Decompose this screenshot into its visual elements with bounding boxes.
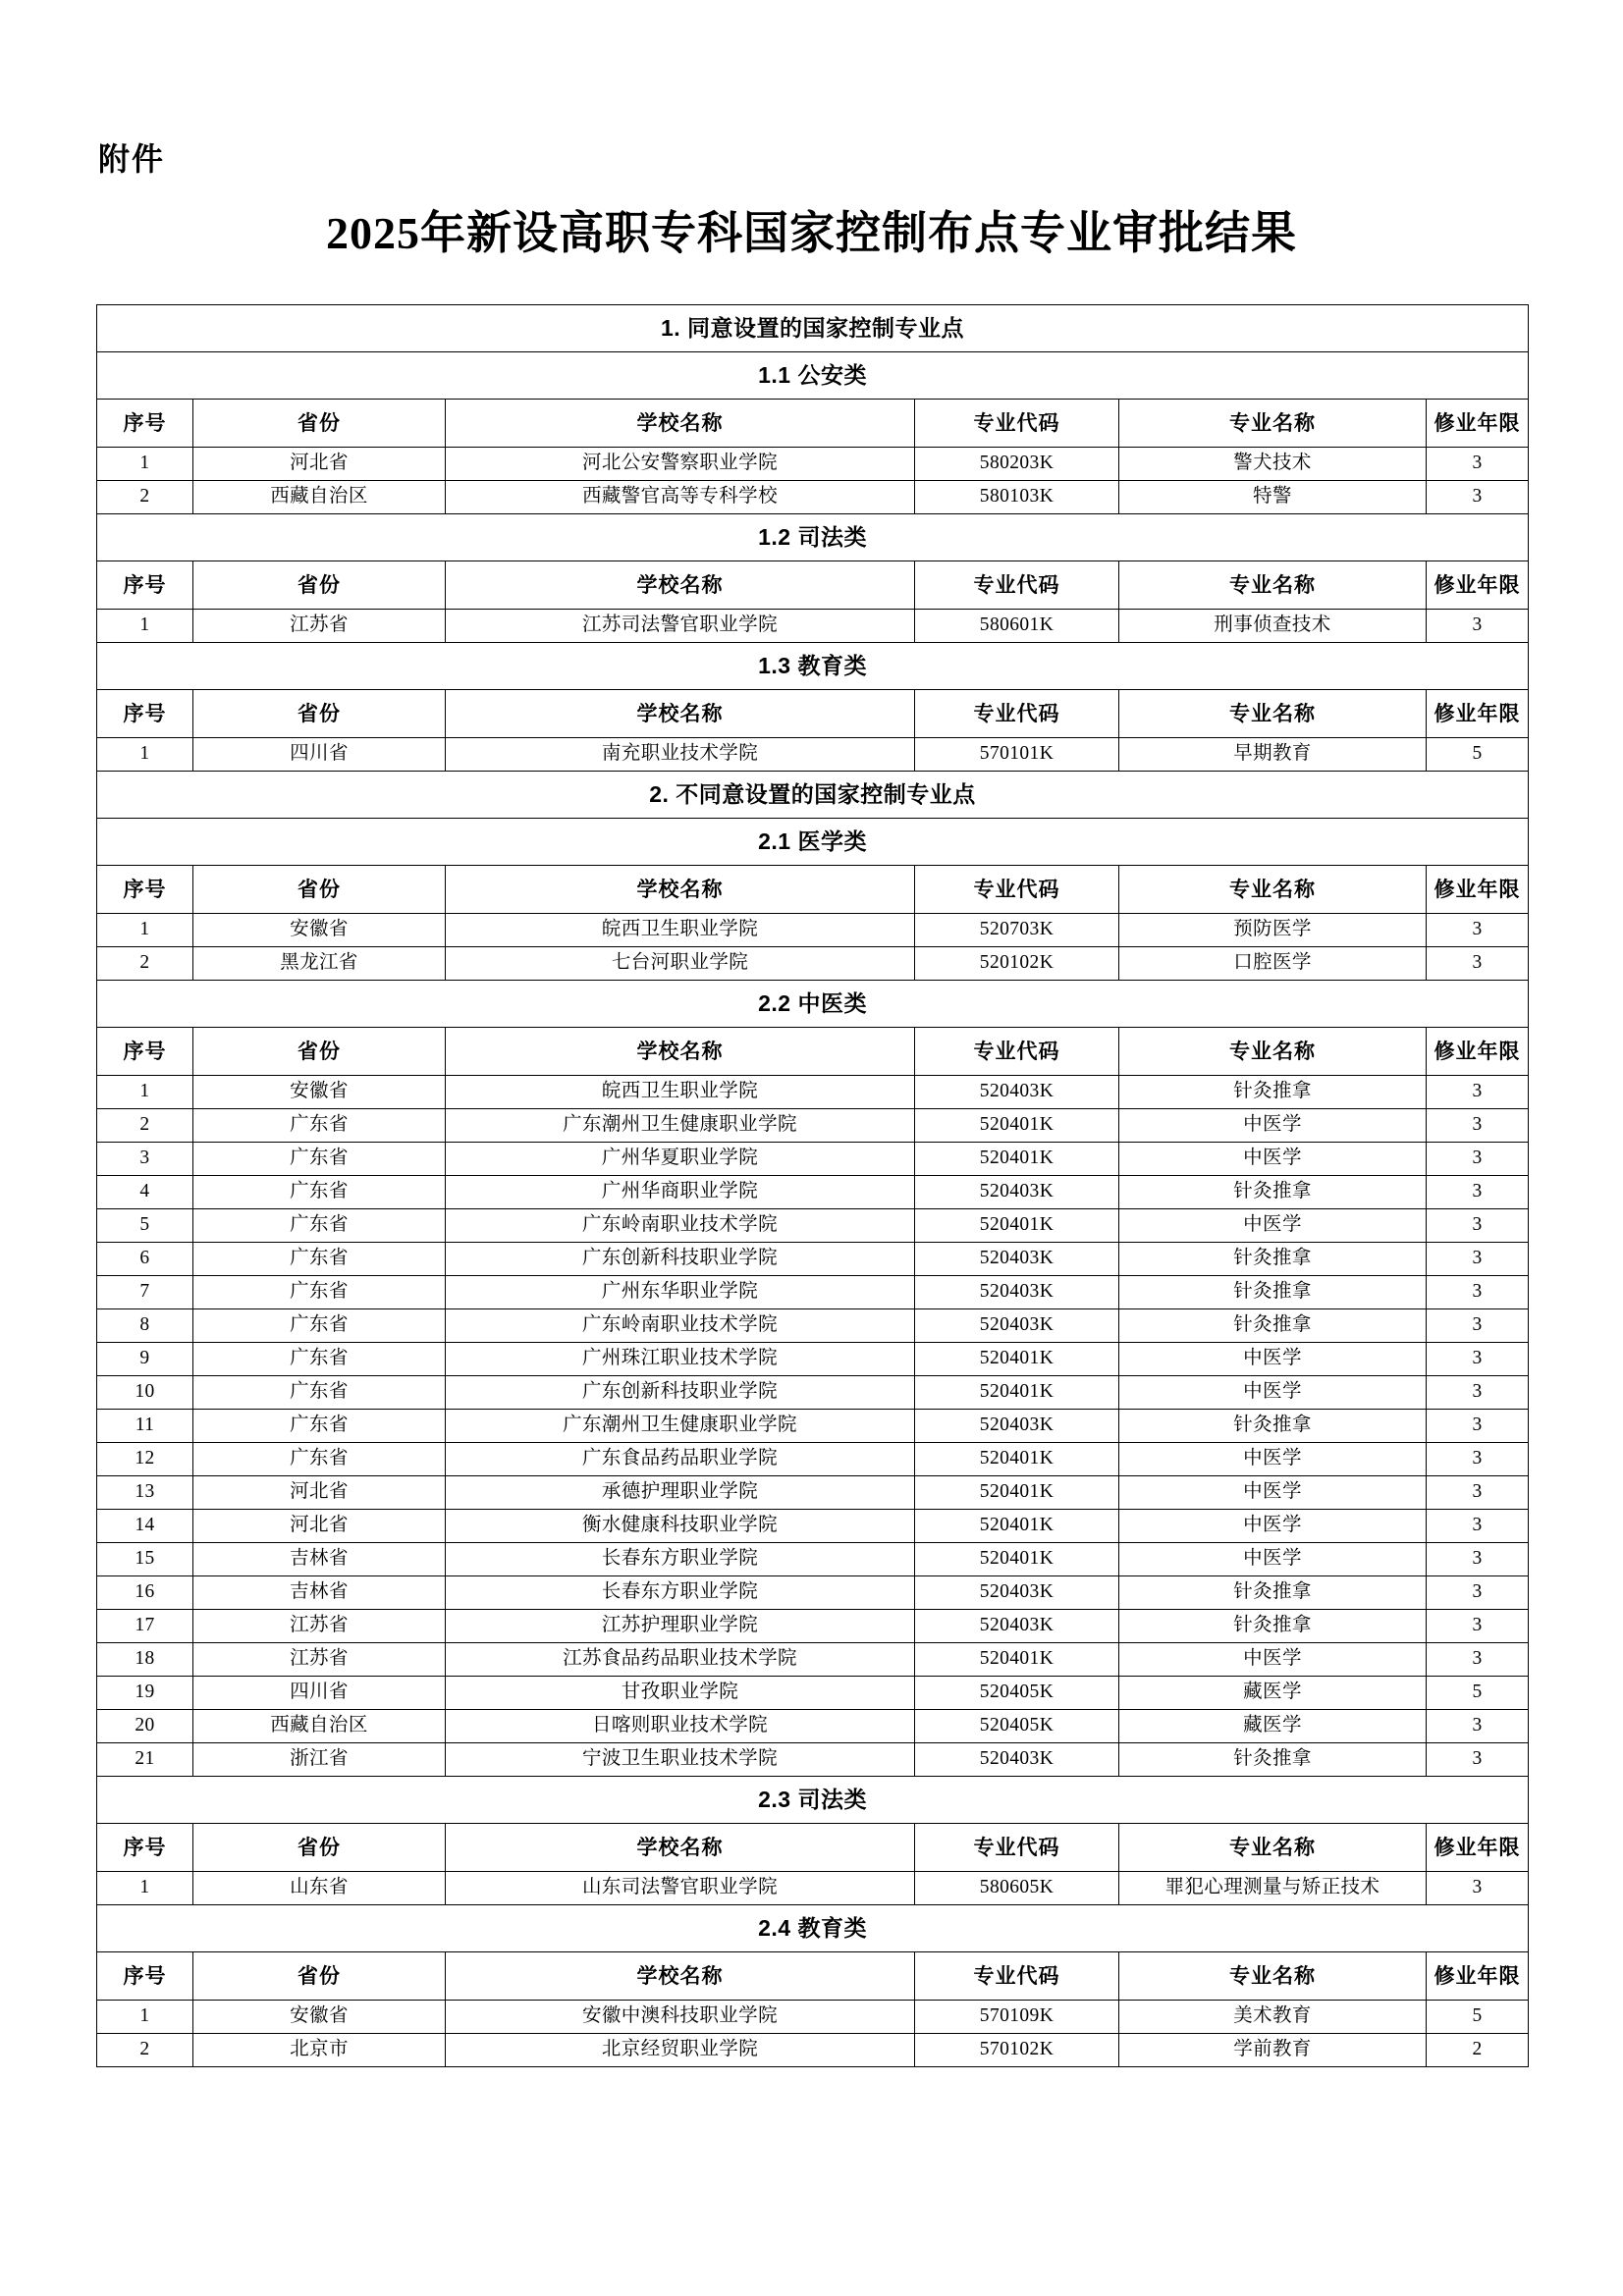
section-heading-row [97,819,1529,866]
cell-years: 3 [1427,610,1529,643]
column-header-school: 学校名称 [446,866,915,914]
column-header-major-code: 专业代码 [915,866,1119,914]
cell-major-code: 520401K [915,1376,1119,1410]
column-header-row [97,866,1529,914]
cell-years: 3 [1427,1476,1529,1510]
cell-years: 3 [1427,1510,1529,1543]
section-heading-sec-1-3: 1.3 教育类 [97,643,1529,690]
cell-school: 河北公安警察职业学院 [446,448,915,481]
table-row [97,738,1529,772]
table-row [97,1872,1529,1905]
cell-years: 3 [1427,1109,1529,1143]
cell-major-code: 520401K [915,1643,1119,1677]
cell-major-code: 520403K [915,1576,1119,1610]
cell-index: 2 [97,947,193,981]
column-header-index: 序号 [97,561,193,610]
cell-major-name: 藏医学 [1119,1710,1427,1743]
column-header-years: 修业年限 [1427,690,1529,738]
cell-years: 3 [1427,1143,1529,1176]
table-row [97,2034,1529,2067]
cell-index: 6 [97,1243,193,1276]
cell-school: 广东创新科技职业学院 [446,1243,915,1276]
column-header-major-code: 专业代码 [915,1952,1119,2001]
cell-school: 广州东华职业学院 [446,1276,915,1309]
cell-major-code: 520403K [915,1610,1119,1643]
section-heading-row [97,514,1529,561]
cell-school: 广东潮州卫生健康职业学院 [446,1109,915,1143]
cell-province: 四川省 [193,738,446,772]
section-heading-row [97,981,1529,1028]
cell-major-name: 中医学 [1119,1376,1427,1410]
cell-major-name: 学前教育 [1119,2034,1427,2067]
column-header-province: 省份 [193,1028,446,1076]
section-heading-sec-1: 1. 同意设置的国家控制专业点 [97,305,1529,352]
cell-school: 广州华商职业学院 [446,1176,915,1209]
cell-years: 3 [1427,1176,1529,1209]
cell-province: 广东省 [193,1343,446,1376]
column-header-row [97,400,1529,448]
section-heading-row [97,1777,1529,1824]
table-row [97,1576,1529,1610]
cell-province: 河北省 [193,1510,446,1543]
cell-major-name: 针灸推拿 [1119,1610,1427,1643]
table-row [97,2001,1529,2034]
cell-province: 广东省 [193,1309,446,1343]
cell-school: 江苏食品药品职业技术学院 [446,1643,915,1677]
cell-major-code: 570101K [915,738,1119,772]
cell-index: 1 [97,914,193,947]
cell-major-code: 520403K [915,1243,1119,1276]
table-row [97,1143,1529,1176]
cell-major-code: 520403K [915,1410,1119,1443]
cell-index: 20 [97,1710,193,1743]
table-row [97,914,1529,947]
cell-index: 1 [97,610,193,643]
cell-major-code: 570109K [915,2001,1119,2034]
column-header-major-code: 专业代码 [915,1824,1119,1872]
column-header-row [97,1952,1529,2001]
section-heading-row [97,643,1529,690]
cell-years: 5 [1427,738,1529,772]
cell-province: 西藏自治区 [193,1710,446,1743]
cell-major-code: 520403K [915,1076,1119,1109]
cell-years: 3 [1427,481,1529,514]
cell-index: 7 [97,1276,193,1309]
column-header-school: 学校名称 [446,400,915,448]
section-heading-sec-2-1: 2.1 医学类 [97,819,1529,866]
column-header-index: 序号 [97,866,193,914]
cell-major-name: 中医学 [1119,1643,1427,1677]
cell-index: 1 [97,1872,193,1905]
cell-school: 皖西卫生职业学院 [446,1076,915,1109]
cell-school: 广州珠江职业技术学院 [446,1343,915,1376]
cell-major-name: 中医学 [1119,1543,1427,1576]
cell-school: 南充职业技术学院 [446,738,915,772]
table-row [97,1343,1529,1376]
column-header-province: 省份 [193,866,446,914]
section-heading-sec-1-2: 1.2 司法类 [97,514,1529,561]
section-heading-sec-2-3: 2.3 司法类 [97,1777,1529,1824]
column-header-major-code: 专业代码 [915,561,1119,610]
cell-years: 3 [1427,1243,1529,1276]
cell-major-name: 针灸推拿 [1119,1309,1427,1343]
cell-major-name: 针灸推拿 [1119,1076,1427,1109]
cell-school: 安徽中澳科技职业学院 [446,2001,915,2034]
cell-major-code: 580605K [915,1872,1119,1905]
cell-index: 3 [97,1143,193,1176]
cell-school: 广东岭南职业技术学院 [446,1309,915,1343]
column-header-row [97,561,1529,610]
cell-major-code: 520403K [915,1276,1119,1309]
cell-index: 1 [97,2001,193,2034]
cell-index: 17 [97,1610,193,1643]
column-header-school: 学校名称 [446,561,915,610]
column-header-years: 修业年限 [1427,1952,1529,2001]
cell-years: 3 [1427,1576,1529,1610]
section-heading-sec-2: 2. 不同意设置的国家控制专业点 [97,772,1529,819]
cell-years: 3 [1427,1209,1529,1243]
cell-index: 16 [97,1576,193,1610]
cell-province: 江苏省 [193,610,446,643]
column-header-index: 序号 [97,400,193,448]
column-header-row [97,1028,1529,1076]
cell-years: 3 [1427,1643,1529,1677]
table-row [97,1410,1529,1443]
cell-school: 衡水健康科技职业学院 [446,1510,915,1543]
section-heading-sec-1-1: 1.1 公安类 [97,352,1529,400]
cell-index: 14 [97,1510,193,1543]
cell-years: 3 [1427,1076,1529,1109]
cell-province: 浙江省 [193,1743,446,1777]
section-heading-sec-2-2: 2.2 中医类 [97,981,1529,1028]
cell-major-name: 针灸推拿 [1119,1176,1427,1209]
cell-school: 宁波卫生职业技术学院 [446,1743,915,1777]
cell-school: 广东食品药品职业学院 [446,1443,915,1476]
table-row [97,1109,1529,1143]
cell-major-name: 刑事侦查技术 [1119,610,1427,643]
cell-province: 河北省 [193,448,446,481]
column-header-school: 学校名称 [446,1952,915,2001]
cell-major-name: 预防医学 [1119,914,1427,947]
cell-index: 19 [97,1677,193,1710]
cell-index: 8 [97,1309,193,1343]
cell-school: 长春东方职业学院 [446,1576,915,1610]
cell-years: 3 [1427,947,1529,981]
cell-school: 日喀则职业技术学院 [446,1710,915,1743]
column-header-years: 修业年限 [1427,561,1529,610]
cell-major-code: 570102K [915,2034,1119,2067]
table-row [97,1376,1529,1410]
table-row [97,1543,1529,1576]
column-header-years: 修业年限 [1427,866,1529,914]
cell-index: 18 [97,1643,193,1677]
cell-province: 山东省 [193,1872,446,1905]
cell-major-name: 中医学 [1119,1143,1427,1176]
cell-major-name: 针灸推拿 [1119,1276,1427,1309]
column-header-province: 省份 [193,561,446,610]
table-row [97,1743,1529,1777]
cell-province: 安徽省 [193,914,446,947]
cell-major-name: 中医学 [1119,1476,1427,1510]
cell-major-name: 针灸推拿 [1119,1243,1427,1276]
cell-major-name: 口腔医学 [1119,947,1427,981]
cell-province: 江苏省 [193,1643,446,1677]
section-heading-row [97,352,1529,400]
cell-years: 3 [1427,448,1529,481]
cell-school: 广东岭南职业技术学院 [446,1209,915,1243]
cell-years: 3 [1427,1410,1529,1443]
cell-years: 3 [1427,1872,1529,1905]
cell-province: 黑龙江省 [193,947,446,981]
cell-province: 广东省 [193,1376,446,1410]
column-header-major-name: 专业名称 [1119,561,1427,610]
cell-major-name: 针灸推拿 [1119,1743,1427,1777]
page-title: 2025年新设高职专科国家控制布点专业审批结果 [326,208,1297,258]
cell-school: 皖西卫生职业学院 [446,914,915,947]
table-row [97,1076,1529,1109]
column-header-major-code: 专业代码 [915,400,1119,448]
cell-province: 广东省 [193,1276,446,1309]
cell-school: 北京经贸职业学院 [446,2034,915,2067]
cell-school: 广东创新科技职业学院 [446,1376,915,1410]
table-row [97,1443,1529,1476]
column-header-school: 学校名称 [446,690,915,738]
column-header-province: 省份 [193,690,446,738]
column-header-index: 序号 [97,1824,193,1872]
cell-major-name: 藏医学 [1119,1677,1427,1710]
table-row [97,610,1529,643]
section-heading-row [97,1905,1529,1952]
cell-school: 甘孜职业学院 [446,1677,915,1710]
cell-province: 西藏自治区 [193,481,446,514]
table-row [97,1243,1529,1276]
column-header-major-name: 专业名称 [1119,1824,1427,1872]
cell-major-name: 中医学 [1119,1209,1427,1243]
cell-major-code: 520401K [915,1143,1119,1176]
cell-province: 广东省 [193,1176,446,1209]
column-header-row [97,690,1529,738]
table-row [97,1476,1529,1510]
cell-major-code: 520405K [915,1677,1119,1710]
cell-years: 5 [1427,1677,1529,1710]
cell-major-code: 520102K [915,947,1119,981]
approval-results-table-wrapper [96,304,1528,2067]
cell-major-code: 520401K [915,1209,1119,1243]
cell-years: 3 [1427,914,1529,947]
cell-major-name: 中医学 [1119,1109,1427,1143]
cell-province: 广东省 [193,1243,446,1276]
cell-major-code: 520401K [915,1343,1119,1376]
table-row [97,1309,1529,1343]
column-header-major-name: 专业名称 [1119,1952,1427,2001]
cell-major-code: 520401K [915,1443,1119,1476]
table-row [97,1209,1529,1243]
cell-major-name: 警犬技术 [1119,448,1427,481]
table-row [97,1510,1529,1543]
cell-school: 广州华夏职业学院 [446,1143,915,1176]
table-row [97,947,1529,981]
column-header-years: 修业年限 [1427,1824,1529,1872]
cell-school: 山东司法警官职业学院 [446,1872,915,1905]
table-row [97,1677,1529,1710]
cell-years: 3 [1427,1743,1529,1777]
cell-major-name: 美术教育 [1119,2001,1427,2034]
cell-province: 广东省 [193,1109,446,1143]
column-header-major-code: 专业代码 [915,1028,1119,1076]
cell-index: 1 [97,1076,193,1109]
cell-years: 3 [1427,1343,1529,1376]
column-header-row [97,1824,1529,1872]
cell-major-code: 520403K [915,1176,1119,1209]
cell-index: 2 [97,2034,193,2067]
cell-index: 21 [97,1743,193,1777]
column-header-major-name: 专业名称 [1119,690,1427,738]
table-row [97,448,1529,481]
attachment-label: 附件 [98,141,166,177]
column-header-years: 修业年限 [1427,1028,1529,1076]
cell-province: 四川省 [193,1677,446,1710]
cell-school: 西藏警官高等专科学校 [446,481,915,514]
cell-years: 2 [1427,2034,1529,2067]
cell-index: 15 [97,1543,193,1576]
column-header-major-code: 专业代码 [915,690,1119,738]
cell-major-code: 520405K [915,1710,1119,1743]
cell-province: 北京市 [193,2034,446,2067]
cell-major-code: 520401K [915,1510,1119,1543]
cell-years: 3 [1427,1610,1529,1643]
cell-major-name: 针灸推拿 [1119,1576,1427,1610]
table-row [97,1176,1529,1209]
approval-results-table [96,304,1529,2067]
cell-major-code: 580103K [915,481,1119,514]
column-header-index: 序号 [97,1952,193,2001]
cell-years: 3 [1427,1710,1529,1743]
cell-province: 广东省 [193,1209,446,1243]
cell-school: 广东潮州卫生健康职业学院 [446,1410,915,1443]
cell-index: 10 [97,1376,193,1410]
cell-major-code: 580601K [915,610,1119,643]
table-row [97,481,1529,514]
section-heading-row [97,772,1529,819]
cell-school: 长春东方职业学院 [446,1543,915,1576]
cell-index: 13 [97,1476,193,1510]
table-row [97,1643,1529,1677]
cell-years: 3 [1427,1276,1529,1309]
cell-index: 5 [97,1209,193,1243]
section-heading-sec-2-4: 2.4 教育类 [97,1905,1529,1952]
cell-major-code: 520401K [915,1109,1119,1143]
cell-years: 3 [1427,1309,1529,1343]
cell-index: 12 [97,1443,193,1476]
cell-province: 安徽省 [193,2001,446,2034]
column-header-school: 学校名称 [446,1028,915,1076]
cell-major-name: 中医学 [1119,1510,1427,1543]
cell-major-code: 520403K [915,1743,1119,1777]
column-header-major-name: 专业名称 [1119,866,1427,914]
cell-major-code: 520403K [915,1309,1119,1343]
cell-province: 吉林省 [193,1576,446,1610]
column-header-major-name: 专业名称 [1119,1028,1427,1076]
cell-index: 11 [97,1410,193,1443]
cell-major-name: 特警 [1119,481,1427,514]
cell-province: 河北省 [193,1476,446,1510]
cell-school: 江苏护理职业学院 [446,1610,915,1643]
cell-province: 广东省 [193,1143,446,1176]
cell-index: 1 [97,738,193,772]
cell-major-name: 罪犯心理测量与矫正技术 [1119,1872,1427,1905]
cell-years: 3 [1427,1443,1529,1476]
column-header-province: 省份 [193,1952,446,2001]
cell-index: 2 [97,481,193,514]
table-row [97,1610,1529,1643]
cell-major-name: 中医学 [1119,1343,1427,1376]
column-header-index: 序号 [97,1028,193,1076]
section-heading-row [97,305,1529,352]
column-header-years: 修业年限 [1427,400,1529,448]
cell-province: 江苏省 [193,1610,446,1643]
cell-province: 安徽省 [193,1076,446,1109]
table-row [97,1276,1529,1309]
column-header-province: 省份 [193,1824,446,1872]
cell-index: 9 [97,1343,193,1376]
cell-province: 广东省 [193,1443,446,1476]
cell-major-name: 早期教育 [1119,738,1427,772]
cell-major-code: 520703K [915,914,1119,947]
cell-school: 江苏司法警官职业学院 [446,610,915,643]
cell-major-name: 中医学 [1119,1443,1427,1476]
column-header-major-name: 专业名称 [1119,400,1427,448]
cell-school: 七台河职业学院 [446,947,915,981]
cell-index: 1 [97,448,193,481]
cell-major-code: 520401K [915,1543,1119,1576]
cell-index: 4 [97,1176,193,1209]
column-header-school: 学校名称 [446,1824,915,1872]
cell-years: 5 [1427,2001,1529,2034]
cell-major-code: 580203K [915,448,1119,481]
cell-major-code: 520401K [915,1476,1119,1510]
cell-school: 承德护理职业学院 [446,1476,915,1510]
cell-major-name: 针灸推拿 [1119,1410,1427,1443]
column-header-province: 省份 [193,400,446,448]
cell-years: 3 [1427,1543,1529,1576]
column-header-index: 序号 [97,690,193,738]
cell-index: 2 [97,1109,193,1143]
cell-province: 广东省 [193,1410,446,1443]
table-row [97,1710,1529,1743]
cell-years: 3 [1427,1376,1529,1410]
cell-province: 吉林省 [193,1543,446,1576]
